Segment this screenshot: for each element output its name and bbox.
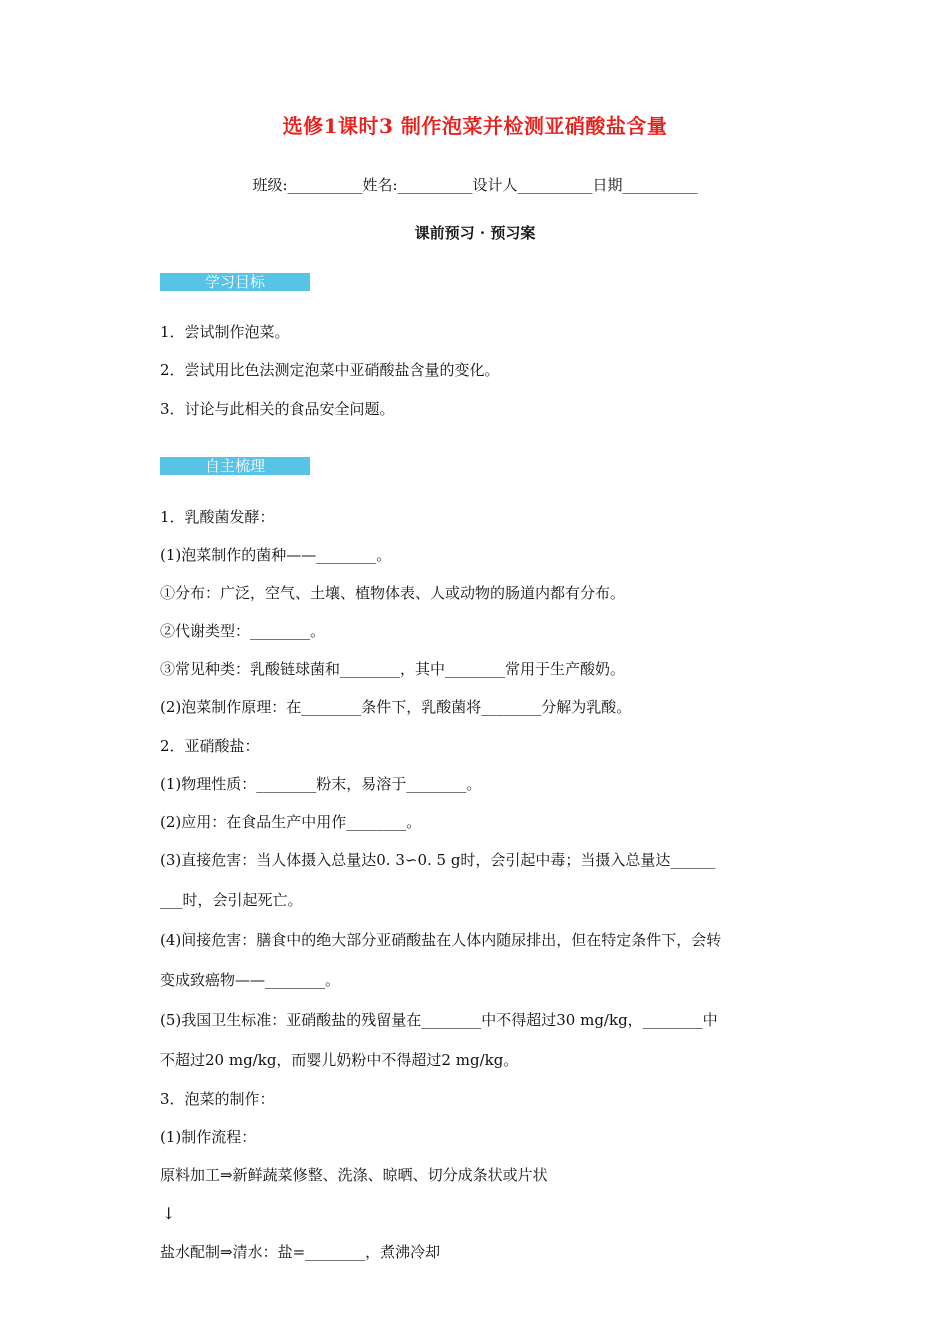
section-title: 课前预习 · 预习案 xyxy=(414,224,536,242)
down-arrow-icon: ↓ xyxy=(162,1204,176,1223)
review-line: 3．泡菜的制作： xyxy=(160,1090,275,1108)
review-line: (5)我国卫生标准：亚硝酸盐的残留量在________中不得超过30 mg/kg，________中 xyxy=(160,1011,718,1029)
goal-item: 1．尝试制作泡菜。 xyxy=(160,323,290,341)
banner-learning-goals: 学习目标 xyxy=(160,273,310,291)
review-line: ①分布：广泛，空气、土壤、植物体表、人或动物的肠道内都有分布。 xyxy=(160,584,626,602)
review-line: (1)泡菜制作的菌种——________。 xyxy=(160,546,392,564)
review-line: (2)泡菜制作原理：在________条件下，乳酸菌将________分解为乳酸。 xyxy=(160,698,632,716)
review-line: (1)物理性质：________粉末，易溶于________。 xyxy=(160,775,482,793)
goal-item: 3．讨论与此相关的食品安全问题。 xyxy=(160,400,395,418)
goal-item: 2．尝试用比色法测定泡菜中亚硝酸盐含量的变化。 xyxy=(160,361,500,379)
review-line: 盐水配制⇒清水：盐=________，煮沸冷却 xyxy=(160,1243,441,1261)
review-line: 不超过20 mg/kg，而婴儿奶粉中不得超过2 mg/kg。 xyxy=(160,1051,519,1069)
banner-self-review: 自主梳理 xyxy=(160,457,310,475)
review-line: ③常见种类：乳酸链球菌和________，其中________常用于生产酸奶。 xyxy=(160,660,626,678)
review-line: 变成致癌物——________。 xyxy=(160,971,341,989)
review-line: 原料加工⇒新鲜蔬菜修整、洗涤、晾晒、切分成条状或片状 xyxy=(160,1166,548,1184)
review-line: 1．乳酸菌发酵： xyxy=(160,508,275,526)
review-line: 2．亚硝酸盐： xyxy=(160,737,260,755)
page-title: 选修1课时3 制作泡菜并检测亚硝酸盐含量 xyxy=(282,114,668,138)
review-line: (4)间接危害：膳食中的绝大部分亚硝酸盐在人体内随尿排出，但在特定条件下，会转 xyxy=(160,931,722,949)
review-line: ②代谢类型：________。 xyxy=(160,622,326,640)
review-line: (2)应用：在食品生产中用作________。 xyxy=(160,813,422,831)
student-info-line: 班级:__________姓名:__________设计人__________日期__________ xyxy=(252,176,698,194)
review-line: (1)制作流程： xyxy=(160,1128,257,1146)
review-line: (3)直接危害：当人体摄入总量达0. 3∽0. 5 g时，会引起中毒；当摄入总量达______ xyxy=(160,851,716,869)
review-line: ___时，会引起死亡。 xyxy=(160,891,303,909)
